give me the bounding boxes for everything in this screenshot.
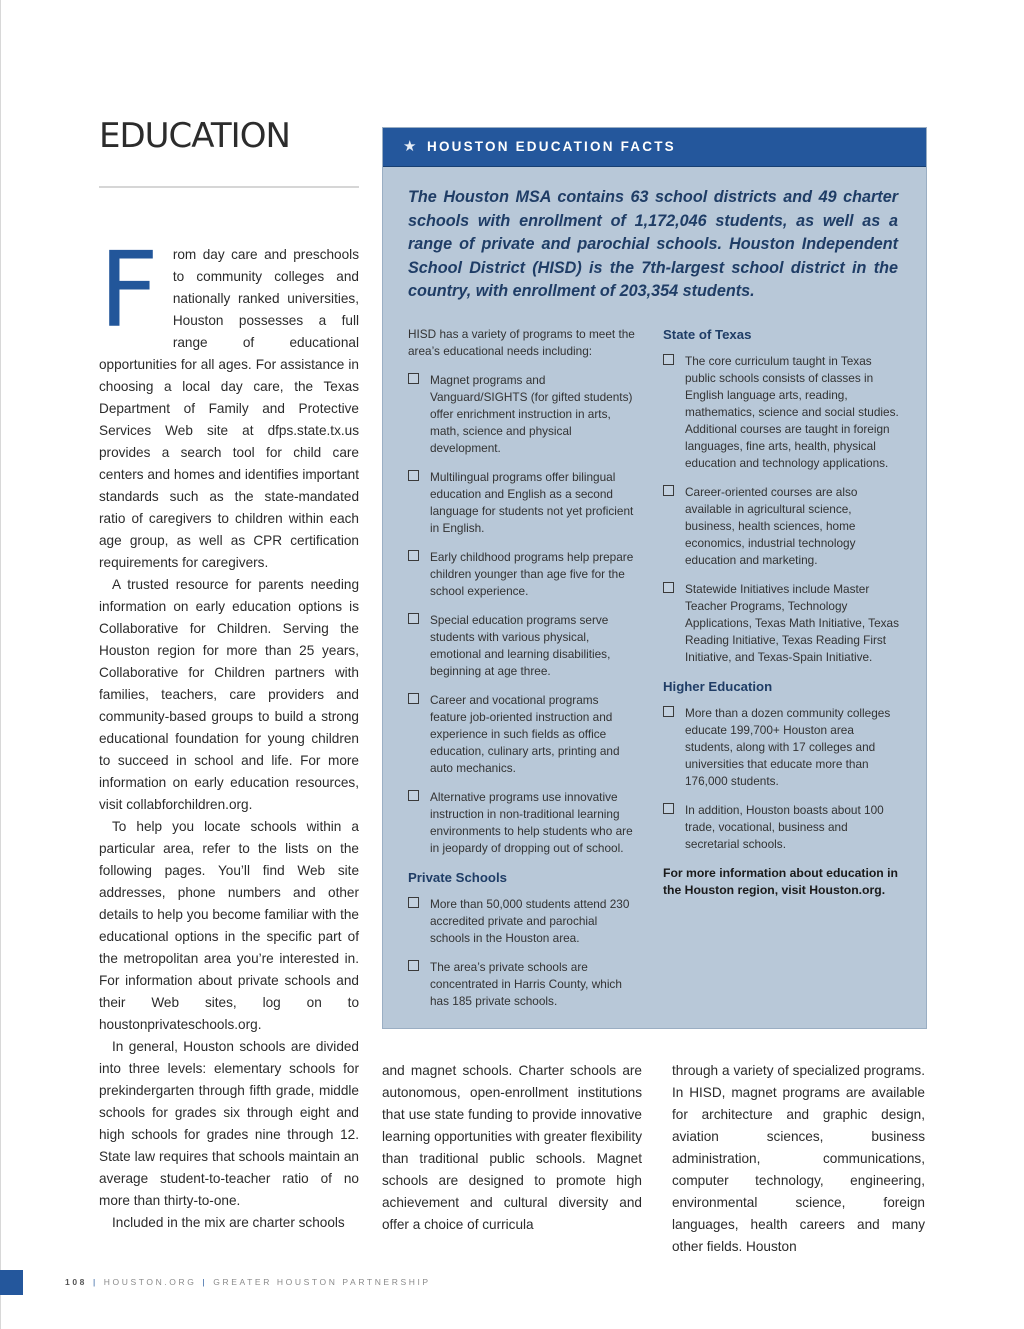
list-item [408,469,638,537]
higher-education-list [663,705,903,853]
private-schools-heading: Private Schools [408,870,507,885]
higher-education-heading: Higher Education [663,679,773,694]
checkbox-icon [663,582,674,593]
facts-title: HOUSTON EDUCATION FACTS [427,139,676,154]
private-schools-list [408,896,638,1010]
list-item [408,959,638,1010]
list-item [408,612,638,680]
drop-cap: F [99,229,159,351]
list-item-text: Alternative programs use innovative instruction in non-traditional learning environments to help students who are in jeopardy of dropping out of school. [430,790,633,855]
list-item [663,353,903,472]
list-item-text: Early childhood programs help prepare children younger than age five for the school experience. [430,550,634,598]
checkbox-icon [408,470,419,481]
list-item-text: The core curriculum taught in Texas public schools consists of classes in English language arts, reading, mathematics, science and social studies. Additional courses are taught in foreign languages, fine arts, health, physical education and technology applications. [685,354,899,470]
list-item-text: Career and vocational programs feature job-oriented instruction and experience in such fields as office education, culinary arts, printing and auto mechanics. [430,693,620,775]
checkbox-icon [663,706,674,717]
checkbox-icon [663,803,674,814]
checkbox-icon [663,354,674,365]
list-item [408,692,638,777]
footer-separator: | [202,1277,208,1287]
article-column-2 [382,1060,642,1236]
star-icon: ★ [403,138,417,155]
checkbox-icon [408,897,419,908]
list-item-text: Statewide Initiatives include Master Teacher Programs, Technology Applications, Texas Math Initiative, Texas Reading Initiative, Texas Reading First Initiative, and Texas-Spain Initiative. [685,582,899,664]
list-item-text: In addition, Houston boasts about 100 trade, vocational, business and secretarial schools. [685,803,884,851]
article-paragraph: A trusted resource for parents needing information on early education options is Collaborative for Children. Serving the Houston region for more than 25 years, Collaborative for Children partners with families, teachers, care providers and community-based groups to build a strong educational foundation for young children to succeed in school and life. For more information on early education resources, visit collabforchildren.org. [99,577,359,812]
list-item [663,802,903,853]
list-item [663,705,903,790]
article-column-1 [99,229,359,1234]
article-paragraph: Included in the mix are charter schools [112,1215,345,1230]
list-item [408,896,638,947]
hisd-program-list [408,372,638,857]
more-info-note: For more information about education in the Houston region, visit Houston.org. [663,866,898,897]
checkbox-icon [408,550,419,561]
footer-site: HOUSTON.ORG [103,1277,197,1287]
list-item [663,484,903,569]
list-item-text: More than a dozen community colleges educate 199,700+ Houston area students, along with 17 colleges and universities that educate more than 176,000 students. [685,706,891,788]
checkbox-icon [408,960,419,971]
facts-intro: The Houston MSA contains 63 school districts and 49 charter schools with enrollment of 1,172,046 students, as well as a range of private and parochial schools. Houston Independent School District (HISD) is the 7th-largest school district in the country, with enrollment of 203,354 students. [408,188,898,301]
page-title: EDUCATION [99,116,290,156]
hisd-lead: HISD has a variety of programs to meet the area’s educational needs including: [408,327,635,358]
list-item-text: More than 50,000 students attend 230 accredited private and parochial schools in the Houston area. [430,897,630,945]
checkbox-icon [408,613,419,624]
article-paragraph: and magnet schools. Charter schools are autonomous, open-enrollment institutions that use state funding to provide innovative learning opportunities with greater flexibility than traditional public schools. Magnet schools are designed to promote high achievement and cultural diversity and offer a choice of curricula [382,1063,642,1232]
page-footer [65,1277,431,1287]
article-paragraph: through a variety of specialized programs. In HISD, magnet programs are available for architecture and graphic design, aviation sciences, business administration, communications, computer technology, engineering, environmental science, foreign languages, health careers and many other fields. Houston [672,1063,925,1254]
paragraph-text: rom day care and preschools to community colleges and nationally ranked universities, Houston possesses a full range of educational opportunities for all ages. For assistance in choosing a local day care, the Texas Department of Family and Protective Services Web site at dfps.state.tx.us provides a search tool for child care centers and homes and identifies important standards such as the state-mandated ratio of caregivers to children within each age group, as well as CPR certification requirements for caregivers. [99,247,359,570]
facts-right-column [663,326,903,899]
list-item [663,581,903,666]
list-item-text: The area’s private schools are concentrated in Harris County, which has 185 private schools. [430,960,622,1008]
page-edge [0,0,1,1329]
article-paragraph [99,229,359,574]
list-item-text: Special education programs serve students with various physical, emotional and learning disabilities, beginning at age three. [430,613,611,678]
checkbox-icon [408,693,419,704]
checkbox-icon [663,485,674,496]
checkbox-icon [408,790,419,801]
article-paragraph: To help you locate schools within a particular area, refer to the lists on the following pages. You’ll find Web site addresses, phone numbers and other details to help you become familiar with the educational options in the specific part of the metropolitan area you’re interested in. For information about private schools and their Web sites, log on to houstonprivateschools.org. [99,819,359,1032]
facts-left-column [408,326,638,1022]
facts-header [383,128,926,167]
footer-separator: | [92,1277,98,1287]
checkbox-icon [408,373,419,384]
article-paragraph: In general, Houston schools are divided into three levels: elementary schools for prekindergarten through fifth grade, middle schools for grades six through eight and high schools for grades nine through 12. State law requires that schools maintain an average student-to-teacher ratio of no more than thirty-to-one. [99,1039,359,1208]
state-of-texas-list [663,353,903,666]
article-column-3 [672,1060,925,1258]
education-facts-sidebar [382,127,927,1029]
list-item [408,372,638,457]
list-item [408,549,638,600]
list-item-text: Multilingual programs offer bilingual education and English as a second language for students not yet proficient in English. [430,470,634,535]
footer-color-block [0,1270,23,1295]
list-item-text: Magnet programs and Vanguard/SIGHTS (for gifted students) offer enrichment instruction in arts, math, science and physical development. [430,373,633,455]
state-of-texas-heading: State of Texas [663,327,752,342]
list-item-text: Career-oriented courses are also available in agricultural science, business, health sciences, home economics, industrial technology education and marketing. [685,485,858,567]
footer-publisher: GREATER HOUSTON PARTNERSHIP [213,1277,431,1287]
title-divider [99,186,359,188]
page-number: 108 [65,1277,87,1287]
list-item [408,789,638,857]
